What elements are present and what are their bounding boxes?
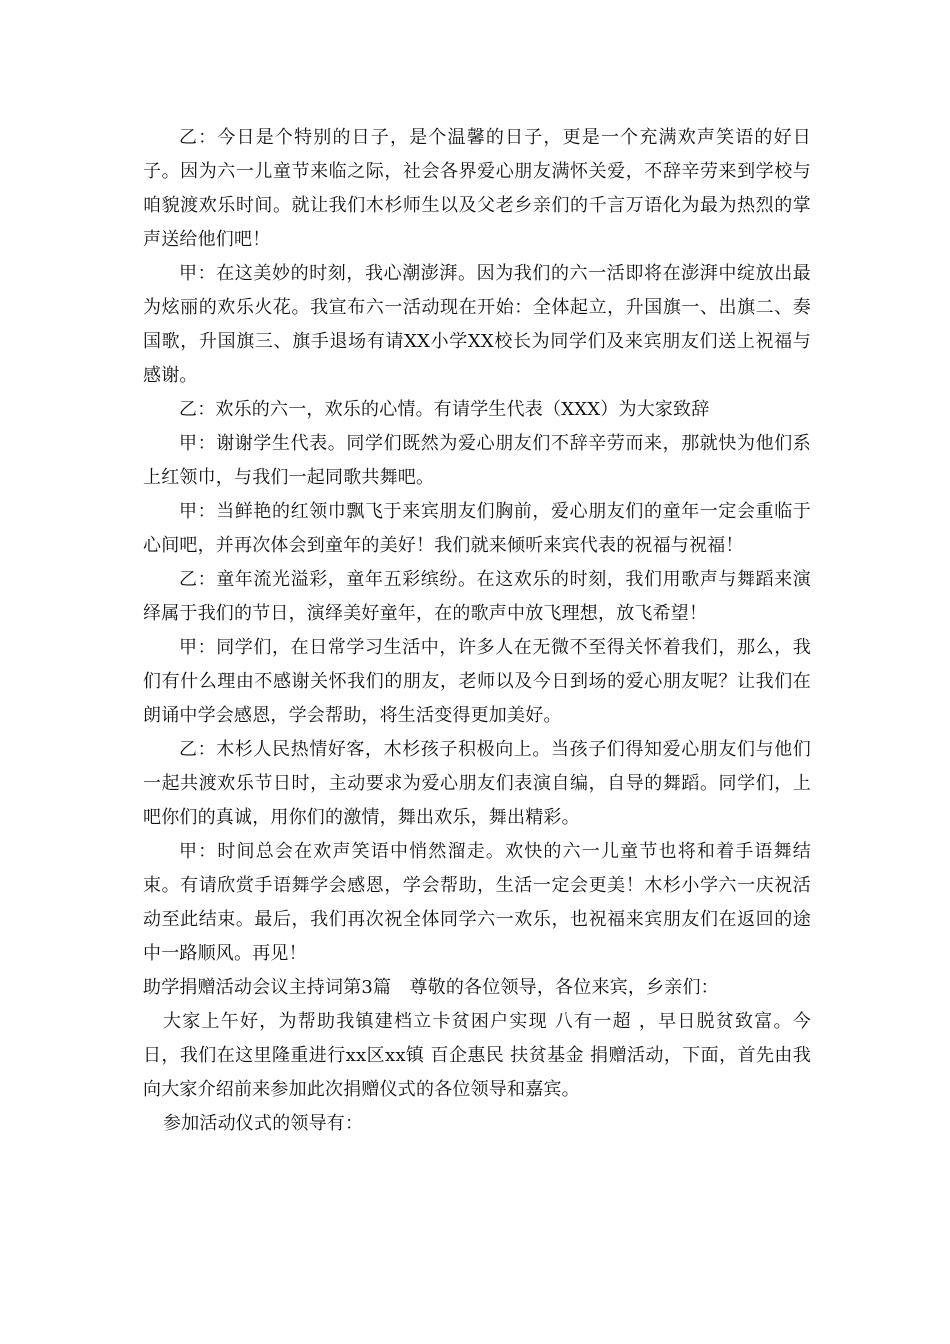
paragraph-5: 甲：当鲜艳的红领巾飘飞于来宾朋友们胸前，爱心朋友们的童年一定会重临于心间吧，并再次体会到童年的美好！我们就来倾听来宾代表的祝福与祝福！	[143, 501, 811, 556]
paragraph-10: 大家上午好，为帮助我镇建档立卡贫困户实现 八有一超 ，早日脱贫致富。今日，我们在这里隆重进行xx区xx镇 百企惠民 扶贫基金 捐赠活动，下面，首先由我向大家介绍前来参加此次捐赠仪式的各位领导和嘉宾。	[143, 1011, 811, 1100]
document-page	[143, 121, 811, 1141]
section-heading: 助学捐赠活动会议主持词第3篇 尊敬的各位领导，各位来宾，乡亲们：	[143, 977, 719, 998]
paragraph-4: 甲：谢谢学生代表。同学们既然为爱心朋友们不辞辛劳而来，那就快为他们系上红领巾，与我们一起同歌共舞吧。	[143, 433, 811, 488]
paragraph-8: 乙：木杉人民热情好客，木杉孩子积极向上。当孩子们得知爱心朋友们与他们一起共渡欢乐节日时，主动要求为爱心朋友们表演自编，自导的舞蹈。同学们，上吧你们的真诚，用你们的激情，舞出欢乐，舞出精彩。	[143, 739, 811, 828]
paragraph-7: 甲：同学们，在日常学习生活中，许多人在无微不至得关怀着我们，那么，我们有什么理由不感谢关怀我们的朋友，老师以及今日到场的爱心朋友呢？让我们在朗诵中学会感恩，学会帮助，将生活变得更加美好。	[143, 637, 811, 726]
paragraph-3: 乙：欢乐的六一，欢乐的心情。有请学生代表（XXX）为大家致辞	[179, 399, 710, 420]
paragraph-2: 甲：在这美妙的时刻，我心潮澎湃。因为我们的六一活即将在澎湃中绽放出最为炫丽的欢乐火花。我宣布六一活动现在开始：全体起立，升国旗一、出旗二、奏国歌，升国旗三、旗手退场有请XX小学XX校长为同学们及来宾朋友们送上祝福与感谢。	[143, 263, 811, 386]
paragraph-9: 甲：时间总会在欢声笑语中悄然溜走。欢快的六一儿童节也将和着手语舞结束。有请欣赏手语舞学会感恩，学会帮助，生活一定会更美！木杉小学六一庆祝活动至此结束。最后，我们再次祝全体同学六一欢乐，也祝福来宾朋友们在返回的途中一路顺风。再见！	[143, 841, 811, 964]
paragraph-6: 乙：童年流光溢彩，童年五彩缤纷。在这欢乐的时刻，我们用歌声与舞蹈来演绎属于我们的节日，演绎美好童年，在的歌声中放飞理想，放飞希望！	[143, 569, 811, 624]
paragraph-11: 参加活动仪式的领导有：	[163, 1113, 364, 1134]
paragraph-1: 乙：今日是个特别的日子，是个温馨的日子，更是一个充满欢声笑语的好日子。因为六一儿童节来临之际，社会各界爱心朋友满怀关爱，不辞辛劳来到学校与咱貌渡欢乐时间。就让我们木杉师生以及父老乡亲们的千言万语化为最为热烈的掌声送给他们吧！	[143, 127, 811, 250]
